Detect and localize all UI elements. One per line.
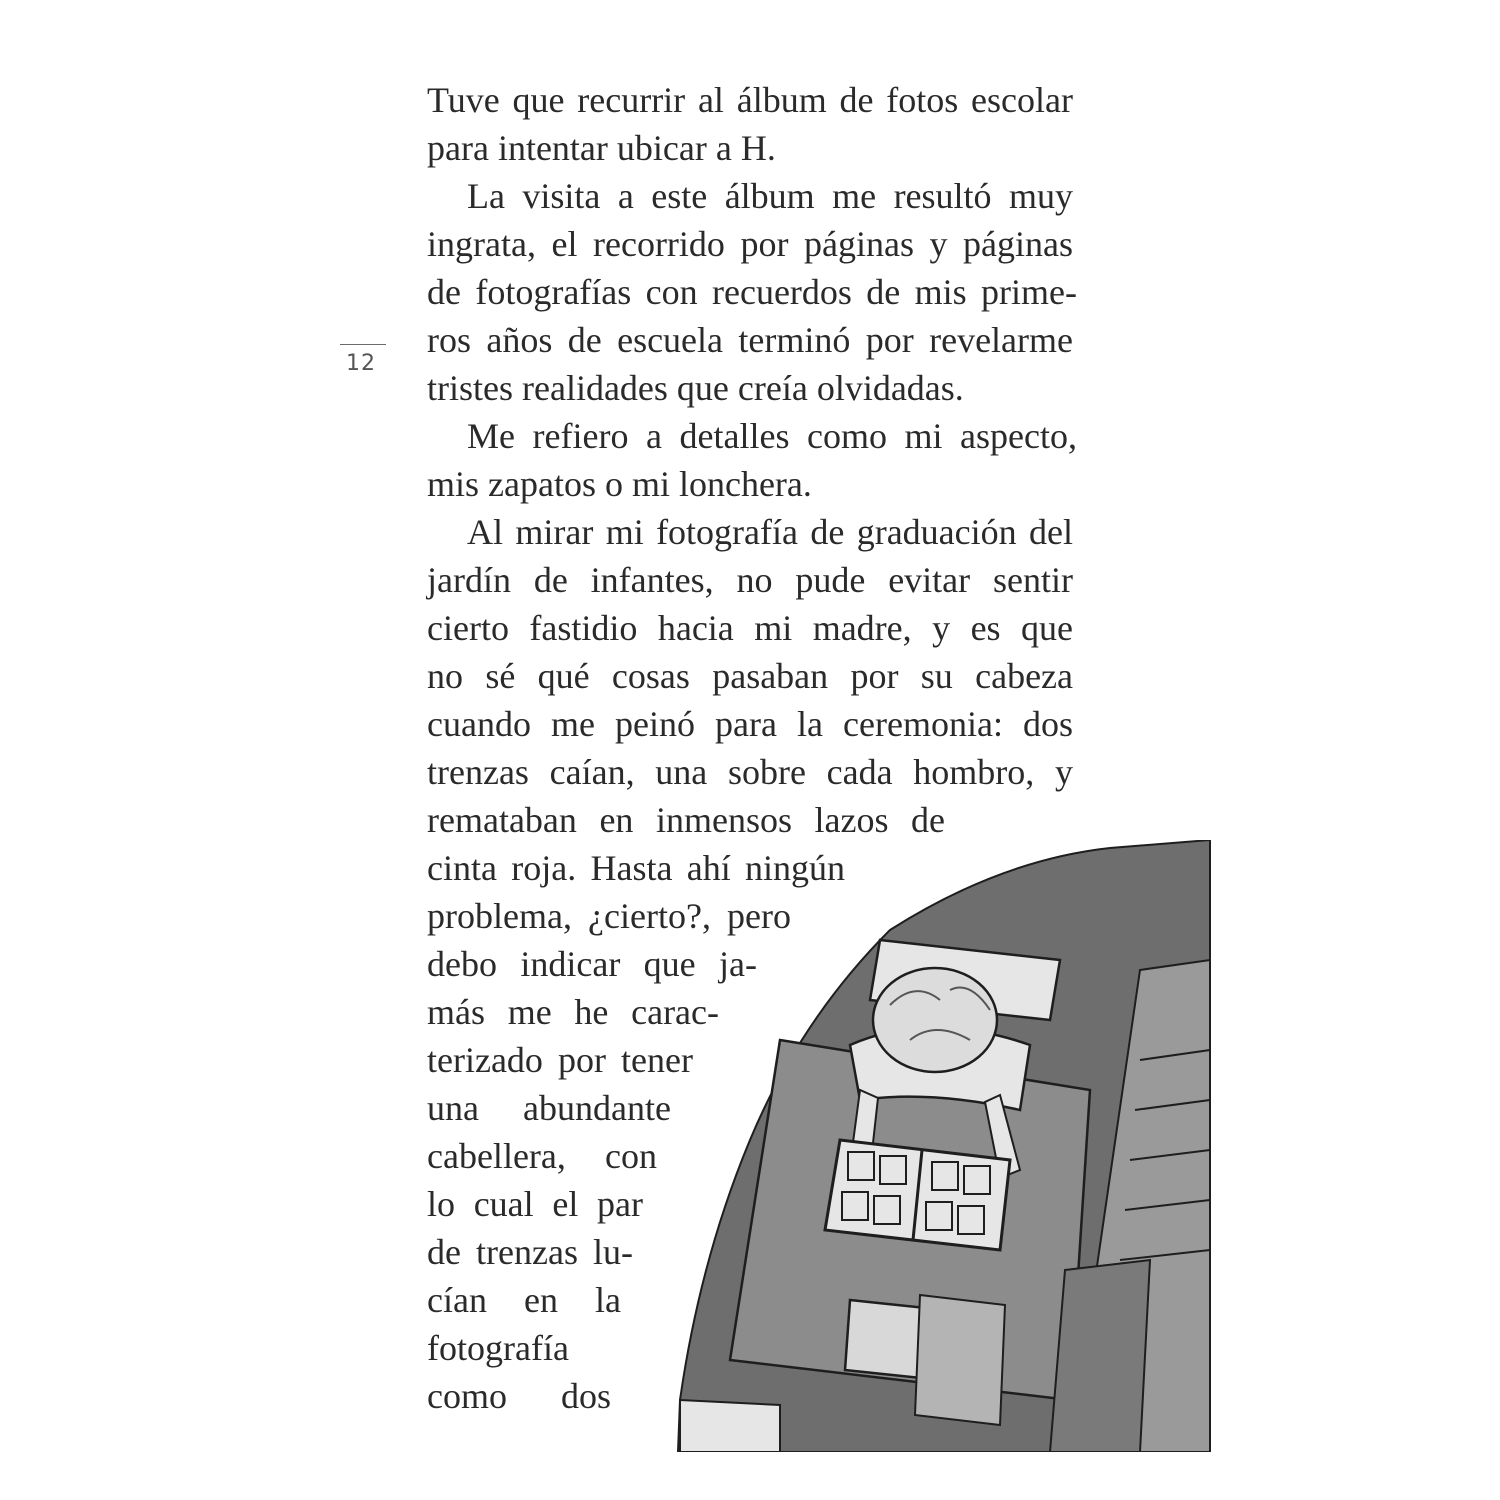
text-line: remataban en inmensos lazos de: [427, 800, 945, 840]
text-line: cierto fastidio hacia mi madre, y es que: [427, 608, 1073, 648]
text-line: cabellera, con: [427, 1136, 657, 1176]
text-line: no sé qué cosas pasaban por su cabeza: [427, 656, 1073, 696]
text-line: cuando me peinó para la ceremonia: dos: [427, 704, 1073, 744]
text-line: Me refiero a detalles como mi aspecto,: [467, 416, 1077, 456]
page-number-rule: [340, 344, 386, 345]
page-number: 12: [346, 351, 376, 376]
text-line: de fotografías con recuerdos de mis prime-: [427, 272, 1077, 312]
text-line: fotografía: [427, 1328, 569, 1368]
text-line: La visita a este álbum me resultó muy: [467, 176, 1073, 216]
text-line: mis zapatos o mi lonchera.: [427, 464, 812, 504]
text-line: tristes realidades que creía olvidadas.: [427, 368, 964, 408]
girl-head: [873, 968, 997, 1072]
text-line: lo cual el par: [427, 1184, 643, 1224]
text-line: una abundante: [427, 1088, 671, 1128]
text-line: jardín de infantes, no pude evitar sentir: [427, 560, 1073, 600]
crate: [680, 1400, 780, 1452]
text-line: para intentar ubicar a H.: [427, 128, 776, 168]
text-line: cinta roja. Hasta ahí ningún: [427, 848, 845, 888]
text-line: como dos: [427, 1376, 611, 1416]
text-line: problema, ¿cierto?, pero: [427, 896, 791, 936]
text-line: más me he carac-: [427, 992, 719, 1032]
text-line: de trenzas lu-: [427, 1232, 633, 1272]
text-line: Al mirar mi fotografía de graduación del: [467, 512, 1073, 552]
text-line: cían en la: [427, 1280, 621, 1320]
text-line: trenzas caían, una sobre cada hombro, y: [427, 752, 1073, 792]
text-line: ros años de escuela terminó por revelarme: [427, 320, 1073, 360]
text-line: ingrata, el recorrido por páginas y páginas: [427, 224, 1073, 264]
text-line: debo indicar que ja-: [427, 944, 757, 984]
illustration-girl-at-desk: [670, 840, 1215, 1452]
page-number-block: [340, 344, 386, 376]
text-line: terizado por tener: [427, 1040, 693, 1080]
text-line: Tuve que recurrir al álbum de fotos escolar: [427, 80, 1073, 120]
